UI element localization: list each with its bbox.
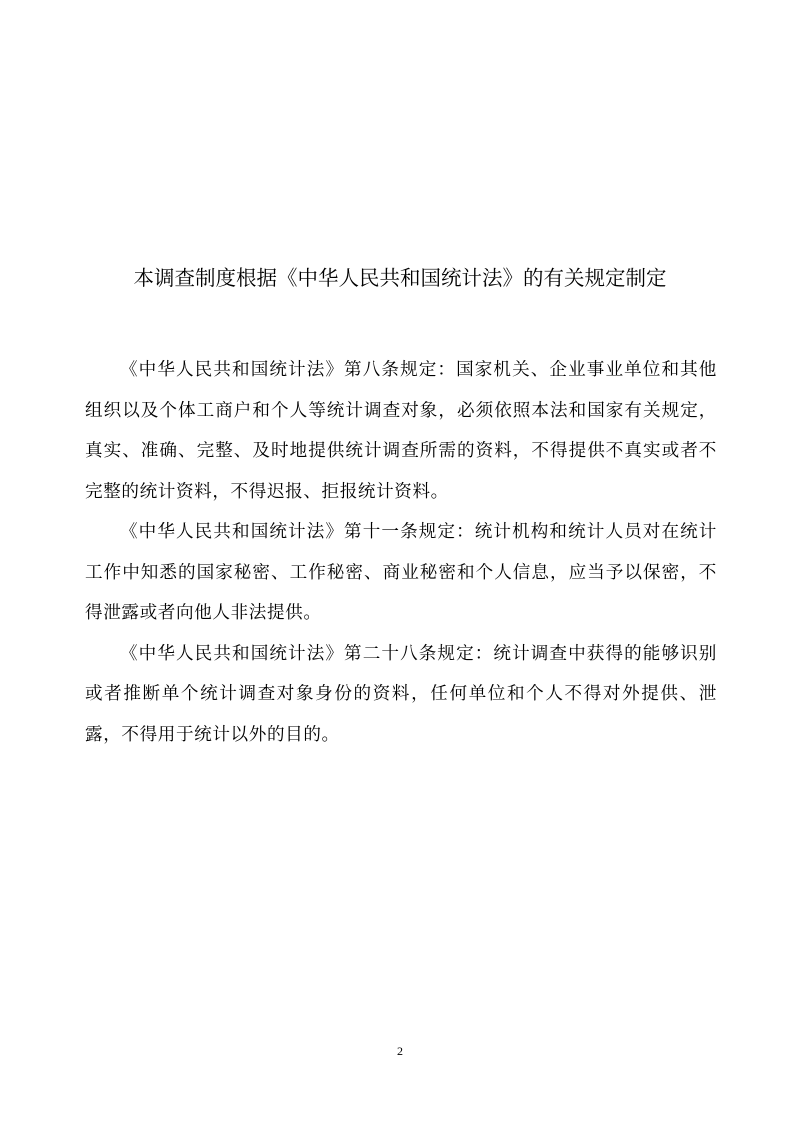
paragraph-article-11: 《中华人民共和国统计法》第十一条规定：统计机构和统计人员对在统计工作中知悉的国家秘密、工作秘密、商业秘密和个人信息，应当予以保密，不得泄露或者向他人非法提供。	[85, 522, 717, 623]
paragraph-article-28: 《中华人民共和国统计法》第二十八条规定：统计调查中获得的能够识别或者推断单个统计调查对象身份的资料，任何单位和个人不得对外提供、泄露，不得用于统计以外的目的。	[85, 643, 717, 745]
document-title: 本调查制度根据《中华人民共和国统计法》的有关规定制定	[133, 266, 667, 290]
page-number: 2	[397, 1044, 403, 1058]
document-body	[85, 350, 717, 755]
paragraph-article-8: 《中华人民共和国统计法》第八条规定：国家机关、企业事业单位和其他组织以及个体工商户和个人等统计调查对象，必须依照本法和国家有关规定，真实、准确、完整、及时地提供统计调查所需的资料，不得提供不真实或者不完整的统计资料，不得迟报、拒报统计资料。	[85, 360, 717, 502]
